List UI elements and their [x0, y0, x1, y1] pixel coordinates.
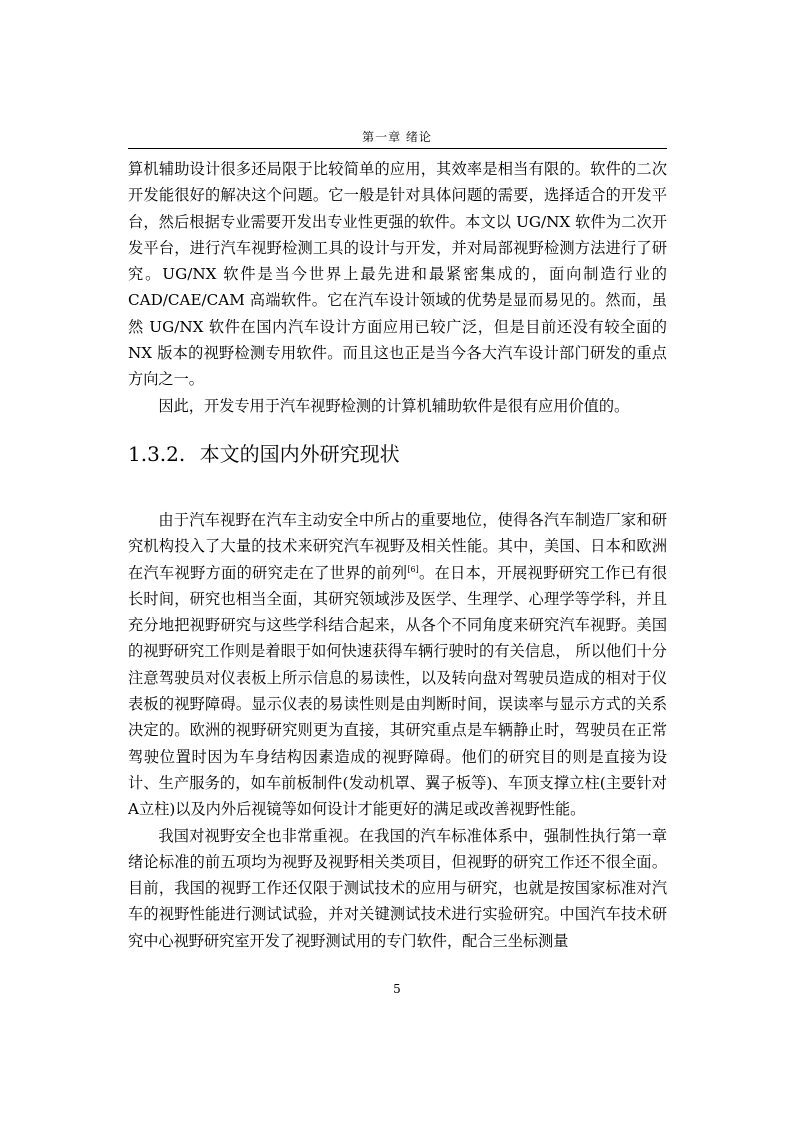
running-header: 第一章 绪论 [362, 130, 432, 144]
paragraph-text: 由于汽车视野在汽车主动安全中所占的重要地位，使得各汽车制造厂家和研究机构投入了大量的技术来研究汽车视野及相关性能。其中，美国、日本和欧洲在汽车视野方面的研究走在了世界的前列 [128, 510, 667, 582]
header-divider [128, 148, 667, 149]
citation-reference: [6] [407, 564, 419, 574]
paragraph-international-research [128, 507, 667, 823]
section-spacing [128, 469, 667, 507]
section-number: 1.3.2. [128, 441, 186, 466]
section-title: 本文的国内外研究现状 [199, 441, 400, 466]
page-body [128, 156, 667, 954]
section-heading [128, 439, 667, 469]
paragraph-text: 。在日本，开展视野研究工作已有很长时间，研究也相当全面，其研究领域涉及医学、生理学、心理学等学科，并且充分地把视野研究与这些学科结合起来，从各个不同角度来研究汽车视野。美国的视野研究工作则是着眼于如何快速获得车辆行驶时的有关信息， 所以他们十分注意驾驶员对仪表板上所示信息的易读性，以及转向盘对驾驶员造成的相对于仪表板的视野障碍。显示仪表的易读性则是由判断时间，误读率与显示方式的关系决定的。欧洲的视野研究则更为直接，其研究重点是车辆静止时，驾驶员在正常驾驶位置时因为车身结构因素造成的视野障碍。他们的研究目的则是直接为设计、生产服务的，如车前板制件(发动机罩、翼子板等)、车顶支撑立柱(主要针对A立柱)以及内外后视镜等如何设计才能更好的满足或改善视野性能。 [128, 563, 668, 819]
paragraph-domestic-research: 我国对视野安全也非常重视。在我国的汽车标准体系中，强制性执行第一章绪论标准的前五项均为视野及视野相关类项目，但视野的研究工作还不很全面。目前，我国的视野工作还仅限于测试技术的应用与研究，也就是按国家标准对汽车的视野性能进行测试试验，并对关键测试技术进行实验研究。中国汽车技术研究中心视野研究室开发了视野测试用的专门软件，配合三坐标测量 [128, 826, 667, 950]
paragraph-conclusion: 因此，开发专用于汽车视野检测的计算机辅助软件是很有应用价值的。 [158, 396, 630, 415]
page-number: 5 [393, 982, 401, 996]
paragraph-intro-continued: 算机辅助设计很多还局限于比较简单的应用，其效率是相当有限的。软件的二次开发能很好的解决这个问题。它一般是针对具体问题的需要，选择适合的开发平台，然后根据专业需要开发出专业性更强的软件。本文以 UG/NX 软件为二次开发平台，进行汽车视野检测工具的设计与开发，并对局部视野检测方法进行了研究。UG/NX 软件是当今世界上最先进和最紧密集成的，面向制造行业的 CAD/CAE/CAM 高端软件。它在汽车设计领域的优势是显而易见的。然而，虽然 UG/NX 软件在国内汽车设计方面应用已较广泛，但是目前还没有较全面的 NX 版本的视野检测专用软件。而且这也正是当今各大汽车设计部门研发的重点方向之一。 [128, 160, 667, 389]
